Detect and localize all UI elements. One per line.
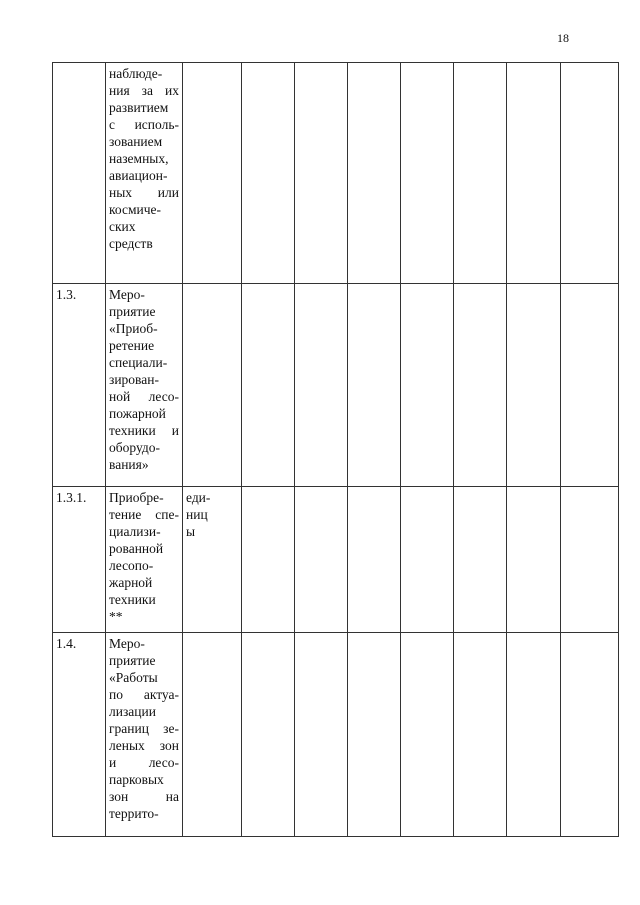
name-line: террито-	[109, 806, 159, 821]
row-name	[106, 633, 183, 837]
name-line: техники и	[109, 423, 179, 438]
empty-cell	[295, 633, 348, 837]
unit-text: еди-ницы	[186, 490, 211, 539]
table-row	[53, 487, 619, 633]
name-line: «Работы	[109, 670, 158, 685]
empty-cell	[348, 487, 401, 633]
table-row	[53, 284, 619, 487]
empty-cell	[295, 63, 348, 284]
name-line: леных зон	[109, 738, 179, 753]
name-line: ной лесо-	[109, 389, 179, 404]
row-number: 1.3.	[53, 284, 106, 487]
name-line: ских	[109, 219, 136, 234]
empty-cell	[242, 633, 295, 837]
name-line: авиацион-	[109, 168, 168, 183]
empty-cell	[401, 284, 454, 487]
empty-cell	[401, 633, 454, 837]
empty-cell	[242, 284, 295, 487]
name-line: Меро-	[109, 636, 145, 651]
name-line: ретение	[109, 338, 155, 353]
name-line: Приобре-	[109, 490, 164, 505]
empty-cell	[454, 284, 507, 487]
name-line: развитием	[109, 100, 169, 115]
name-line: по актуа-	[109, 687, 179, 702]
name-line: с исполь-	[109, 117, 179, 132]
row-name	[106, 487, 183, 633]
name-line: техники	[109, 592, 156, 607]
name-line: зованием	[109, 134, 163, 149]
name-line: ния за их	[109, 83, 179, 98]
data-table	[52, 62, 619, 837]
table-row	[53, 63, 619, 284]
row-unit	[183, 63, 242, 284]
empty-cell	[454, 633, 507, 837]
empty-cell	[401, 63, 454, 284]
empty-cell	[561, 284, 619, 487]
name-line: наземных,	[109, 151, 169, 166]
name-line: Меро-	[109, 287, 145, 302]
empty-cell	[295, 284, 348, 487]
name-line: оборудо-	[109, 440, 160, 455]
row-number: 1.3.1.	[53, 487, 106, 633]
empty-cell	[507, 63, 561, 284]
empty-cell	[507, 284, 561, 487]
row-name	[106, 63, 183, 284]
name-line: и лесо-	[109, 755, 179, 770]
name-line: рованной	[109, 541, 164, 556]
name-line: жарной	[109, 575, 153, 590]
name-line: космиче-	[109, 202, 161, 217]
empty-cell	[348, 633, 401, 837]
name-line: **	[109, 609, 123, 624]
empty-cell	[401, 487, 454, 633]
empty-cell	[561, 633, 619, 837]
name-line: зирован-	[109, 372, 159, 387]
empty-cell	[242, 63, 295, 284]
table-body	[53, 63, 619, 837]
row-number	[53, 63, 106, 284]
row-name	[106, 284, 183, 487]
empty-cell	[507, 487, 561, 633]
empty-cell	[454, 63, 507, 284]
empty-cell	[561, 487, 619, 633]
empty-cell	[295, 487, 348, 633]
table-row	[53, 633, 619, 837]
empty-cell	[348, 63, 401, 284]
name-line: тение спе-	[109, 507, 179, 522]
empty-cell	[242, 487, 295, 633]
name-line: ных или	[109, 185, 179, 200]
name-line: наблюде-	[109, 66, 163, 81]
name-line: пожарной	[109, 406, 166, 421]
empty-cell	[561, 63, 619, 284]
empty-cell	[454, 487, 507, 633]
empty-cell	[348, 284, 401, 487]
name-line: лизации	[109, 704, 156, 719]
page-number: 18	[557, 31, 569, 45]
name-line: границ зе-	[109, 721, 179, 736]
name-line: специали-	[109, 355, 168, 370]
name-line: парковых	[109, 772, 164, 787]
name-line: циализи-	[109, 524, 161, 539]
row-unit	[183, 284, 242, 487]
empty-cell	[507, 633, 561, 837]
row-number: 1.4.	[53, 633, 106, 837]
name-line: средств	[109, 236, 153, 251]
row-unit	[183, 633, 242, 837]
row-unit	[183, 487, 242, 633]
name-line: вания»	[109, 457, 149, 472]
name-line: зон на	[109, 789, 179, 804]
name-line: приятие	[109, 304, 156, 319]
name-line: лесопо-	[109, 558, 154, 573]
name-line: приятие	[109, 653, 156, 668]
name-line: «Приоб-	[109, 321, 158, 336]
